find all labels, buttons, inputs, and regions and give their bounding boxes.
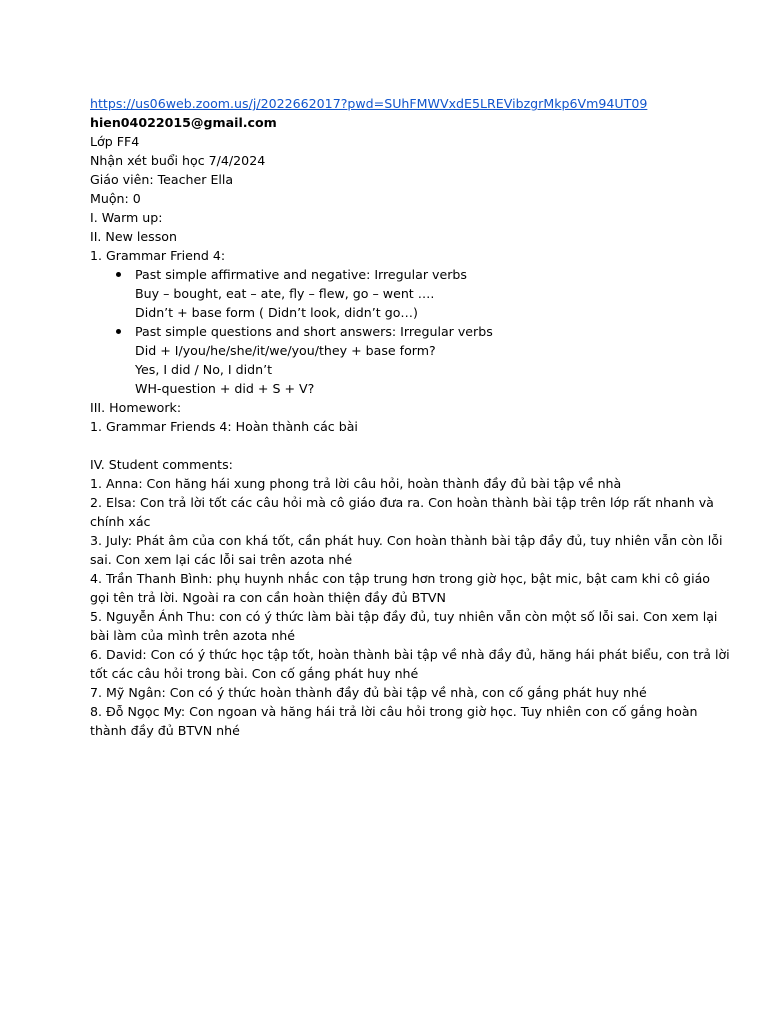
bullet-title: Past simple affirmative and negative: Irregular verbs <box>135 267 467 282</box>
student-comment: 4. Trần Thanh Bình: phụ huynh nhắc con tập trung hơn trong giờ học, bật mic, bật cam khi cô giáo gọi tên trả lời. Ngoài ra con cần hoàn thiện đầy đủ BTVN <box>90 571 710 605</box>
homework-item: 1. Grammar Friends 4: Hoàn thành các bài <box>90 419 358 434</box>
bullet-dot-icon <box>116 272 121 277</box>
teacher-line: Giáo viên: Teacher Ella <box>90 172 234 187</box>
student-comment: 6. David: Con có ý thức học tập tốt, hoàn thành bài tập về nhà đầy đủ, hăng hái phát biểu, con trả lời tốt các câu hỏi trong bài. Con cố gắng phát huy nhé <box>90 647 730 681</box>
student-comment: 8. Đỗ Ngọc My: Con ngoan và hăng hái trả lời câu hỏi trong giờ học. Tuy nhiên con cố gắng hoàn thành đầy đủ BTVN nhé <box>90 704 698 738</box>
warmup-heading: I. Warm up: <box>90 210 163 225</box>
bullet-detail-line: Didn’t + base form ( Didn’t look, didn’t go…) <box>135 305 418 320</box>
bullet-item <box>90 265 730 284</box>
comments-heading: IV. Student comments: <box>90 457 233 472</box>
zoom-link[interactable]: https://us06web.zoom.us/j/2022662017?pwd=SUhFMWVxdE5LREVibzgrMkp6Vm94UT09 <box>90 96 648 111</box>
student-comment: 3. July: Phát âm của con khá tốt, cần phát huy. Con hoàn thành bài tập đầy đủ, tuy nhiên vẫn còn lỗi sai. Con xem lại các lỗi sai trên azota nhé <box>90 533 723 567</box>
document-body <box>90 94 730 740</box>
student-comment: 2. Elsa: Con trả lời tốt các câu hỏi mà cô giáo đưa ra. Con hoàn thành bài tập trên lớp rất nhanh và chính xác <box>90 495 714 529</box>
bullet-dot-icon <box>116 329 121 334</box>
bullet-detail-line: Yes, I did / No, I didn’t <box>135 362 273 377</box>
bullet-detail-line: Buy – bought, eat – ate, fly – flew, go – went …. <box>135 286 435 301</box>
grammar-heading: 1. Grammar Friend 4: <box>90 248 226 263</box>
blank-line <box>90 436 730 455</box>
class-name: Lớp FF4 <box>90 134 140 149</box>
session-title: Nhận xét buổi học 7/4/2024 <box>90 153 266 168</box>
bullet-detail-line: Did + I/you/he/she/it/we/you/they + base form? <box>135 343 436 358</box>
new-lesson-heading: II. New lesson <box>90 229 177 244</box>
grammar-bullet-list <box>90 322 730 341</box>
bullet-title: Past simple questions and short answers: Irregular verbs <box>135 324 493 339</box>
homework-heading: III. Homework: <box>90 400 182 415</box>
email-address: hien04022015@gmail.com <box>90 115 277 130</box>
student-comment: 7. Mỹ Ngân: Con có ý thức hoàn thành đầy đủ bài tập về nhà, con cố gắng phát huy nhé <box>90 685 647 700</box>
bullet-detail-line: WH-question + did + S + V? <box>135 381 315 396</box>
student-comment: 5. Nguyễn Ánh Thu: con có ý thức làm bài tập đầy đủ, tuy nhiên vẫn còn một số lỗi sai. Con xem lại bài làm của mình trên azota nhé <box>90 609 718 643</box>
grammar-bullet-list <box>90 265 730 284</box>
student-comment: 1. Anna: Con hăng hái xung phong trả lời câu hỏi, hoàn thành đầy đủ bài tập về nhà <box>90 476 622 491</box>
bullet-item <box>90 322 730 341</box>
late-count: Muộn: 0 <box>90 191 141 206</box>
